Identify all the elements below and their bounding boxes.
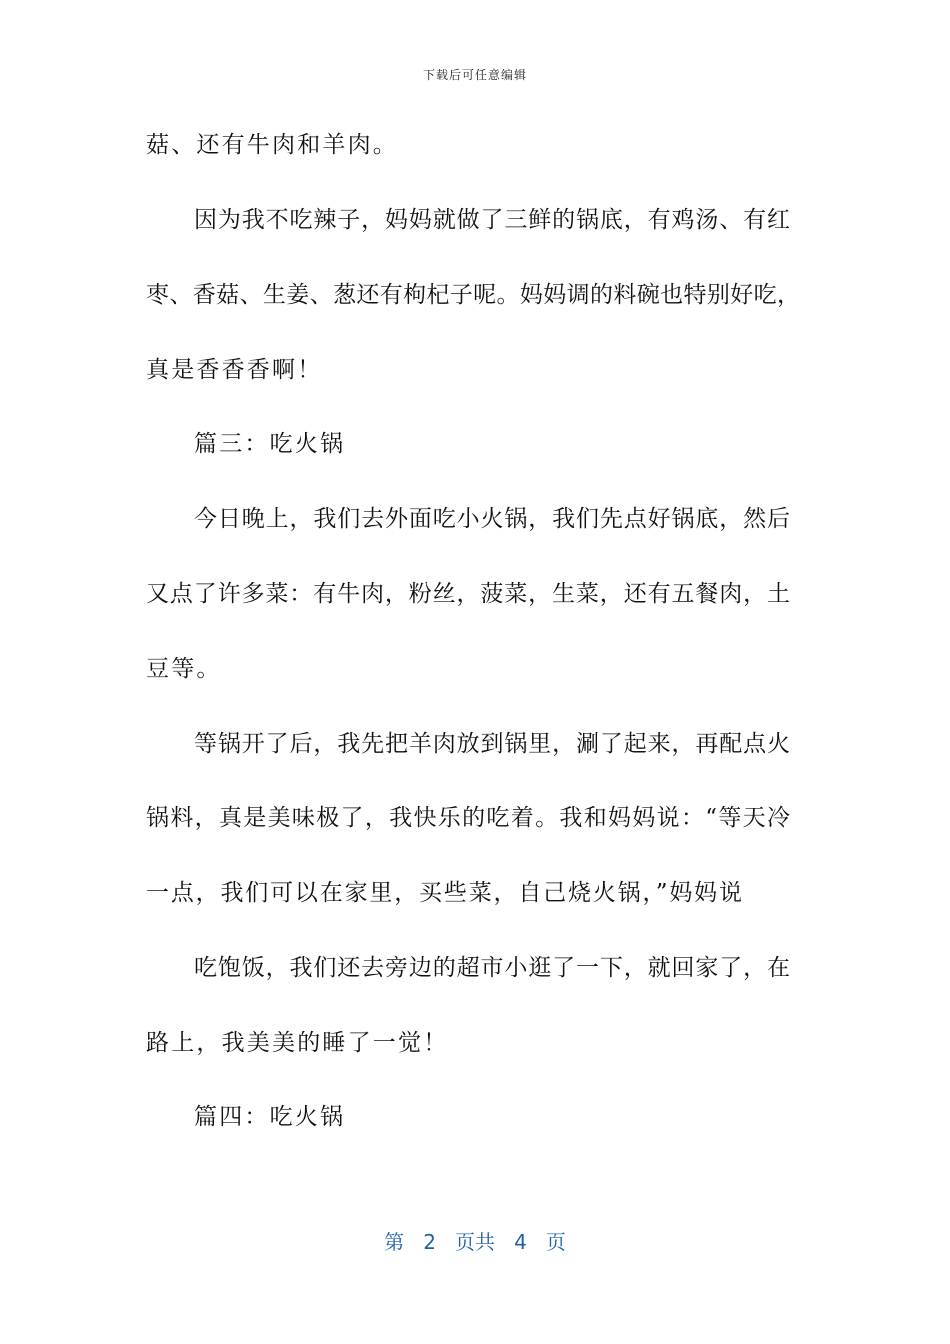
body-line-1: 菇、还有牛肉和羊肉。 xyxy=(146,132,398,158)
body-line-2: 因为我不吃辣子，妈妈就做了三鲜的锅底，有鸡汤、有红 xyxy=(194,207,790,233)
body-line-3: 枣、香菇、生姜、葱还有枸杞子呢。妈妈调的料碗也特别好吃， xyxy=(146,282,800,308)
body-line-6: 今日晚上，我们去外面吃小火锅，我们先点好锅底，然后 xyxy=(194,506,790,532)
section-heading-4: 篇四：吃火锅 xyxy=(194,1104,346,1130)
body-line-9: 等锅开了后，我先把羊肉放到锅里，涮了起来，再配点火 xyxy=(194,731,790,757)
body-line-4: 真是香香香啊！ xyxy=(146,357,323,383)
body-line-12: 吃饱饭，我们还去旁边的超市小逛了一下，就回家了，在 xyxy=(194,955,790,981)
body-line-7: 又点了许多菜：有牛肉，粉丝，菠菜，生菜，还有五餐肉，土 xyxy=(146,581,790,607)
footer-total-pages: 4 xyxy=(514,1230,527,1254)
body-line-11: 一点，我们可以在家里，买些菜，自己烧火锅，”妈妈说 xyxy=(146,880,742,906)
section-heading-3: 篇三：吃火锅 xyxy=(194,431,346,457)
footer-prefix: 第 xyxy=(384,1230,405,1254)
page-footer xyxy=(0,1226,950,1255)
body-line-13: 路上，我美美的睡了一觉！ xyxy=(146,1030,449,1056)
footer-suffix: 页 xyxy=(545,1230,566,1254)
footer-page-number: 2 xyxy=(423,1230,436,1254)
body-line-10: 锅料，真是美味极了，我快乐的吃着。我和妈妈说：“等天冷 xyxy=(146,805,790,831)
body-line-8: 豆等。 xyxy=(146,656,222,682)
footer-middle: 页共 xyxy=(455,1230,495,1254)
page-header-note: 下载后可任意编辑 xyxy=(422,68,527,82)
